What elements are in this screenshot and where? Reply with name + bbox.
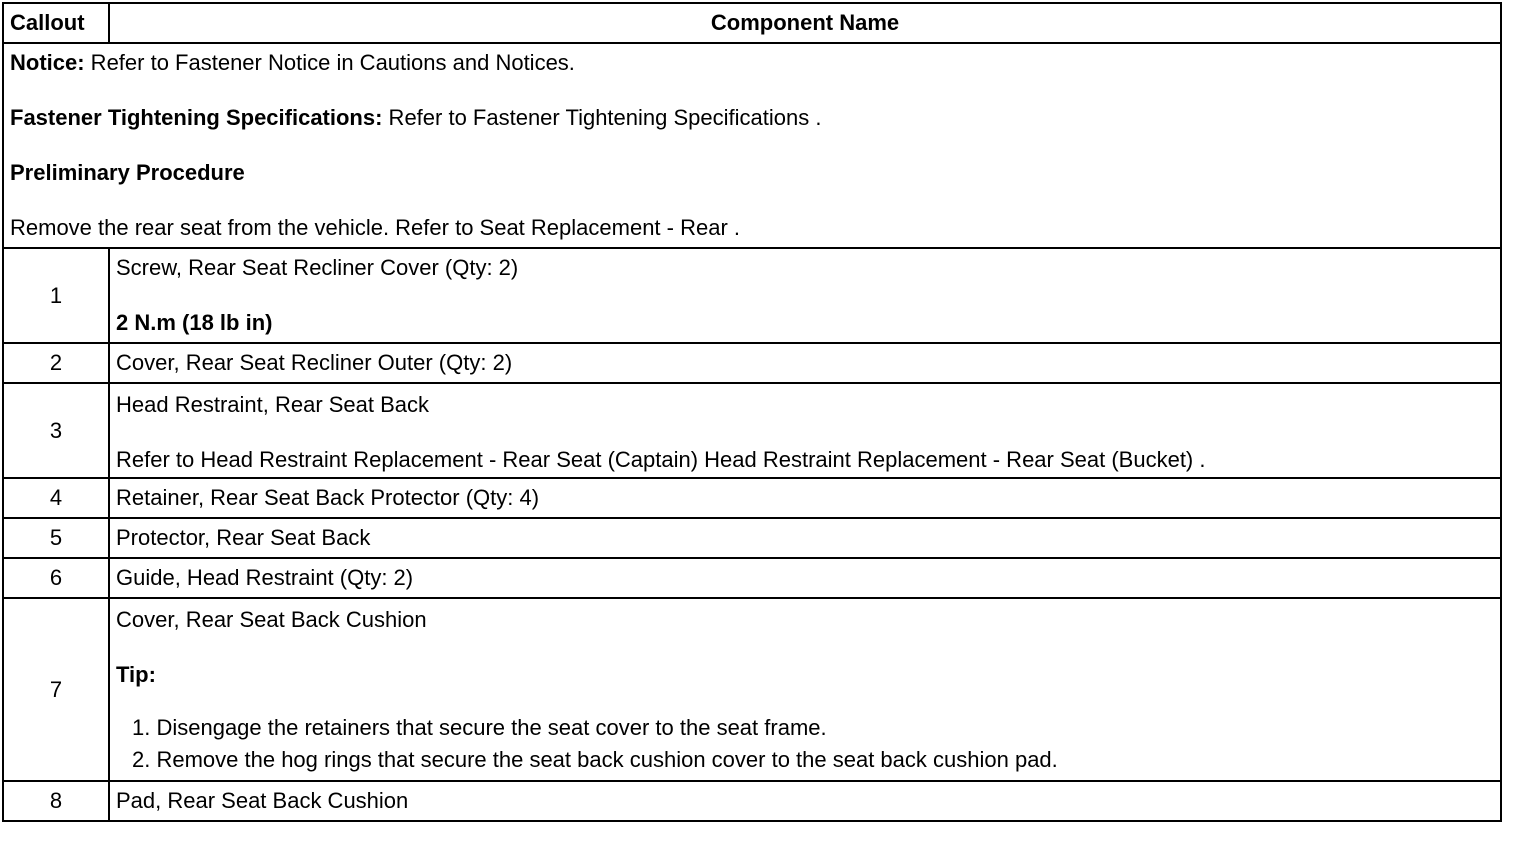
notice-text: Refer to Fastener Notice in Cautions and Notices. xyxy=(84,50,575,75)
component-name: Guide, Head Restraint (Qty: 2) xyxy=(109,558,1501,598)
notice-paragraph xyxy=(10,50,1494,76)
component-name: Screw, Rear Seat Recliner Cover (Qty: 2) xyxy=(116,255,519,280)
component-name: Pad, Rear Seat Back Cushion xyxy=(109,781,1501,821)
preliminary-heading: Preliminary Procedure xyxy=(10,160,245,185)
table-row xyxy=(3,248,1501,343)
list-item: 1. Disengage the retainers that secure the seat cover to the seat frame. xyxy=(132,715,827,740)
callout-number: 7 xyxy=(3,598,109,781)
table-header-row xyxy=(3,3,1501,43)
tip-label: Tip: xyxy=(116,662,156,687)
callout-number: 5 xyxy=(3,518,109,558)
component-name: Head Restraint, Rear Seat Back xyxy=(116,392,430,417)
intro-cell xyxy=(3,43,1501,248)
callout-column-header: Callout xyxy=(3,3,109,43)
callout-number: 1 xyxy=(3,248,109,343)
torque-spec: 2 N.m (18 lb in) xyxy=(116,310,273,335)
list-item: 2. Remove the hog rings that secure the seat back cushion cover to the seat back cushion pad. xyxy=(132,747,1058,772)
notice-label: Notice: xyxy=(10,50,85,75)
callout-number: 6 xyxy=(3,558,109,598)
table-row xyxy=(3,343,1501,383)
component-table xyxy=(2,2,1502,822)
callout-number: 8 xyxy=(3,781,109,821)
tip-steps xyxy=(116,712,1494,776)
component-cell xyxy=(109,248,1501,343)
table-row xyxy=(3,558,1501,598)
fastener-text: Refer to Fastener Tightening Specifications . xyxy=(382,105,822,130)
component-name: Protector, Rear Seat Back xyxy=(109,518,1501,558)
table-row xyxy=(3,781,1501,821)
component-cell xyxy=(109,383,1501,478)
component-note: Refer to Head Restraint Replacement - Rear Seat (Captain) Head Restraint Replacement - Rear Seat (Bucket) . xyxy=(116,447,1206,472)
table-row xyxy=(3,383,1501,478)
component-name: Cover, Rear Seat Back Cushion xyxy=(116,607,427,632)
component-cell xyxy=(109,598,1501,781)
callout-number: 4 xyxy=(3,478,109,518)
table-row xyxy=(3,598,1501,781)
fastener-label: Fastener Tightening Specifications: xyxy=(10,105,383,130)
fastener-paragraph xyxy=(10,105,1494,131)
component-name: Retainer, Rear Seat Back Protector (Qty: 4) xyxy=(109,478,1501,518)
component-name: Cover, Rear Seat Recliner Outer (Qty: 2) xyxy=(109,343,1501,383)
callout-number: 3 xyxy=(3,383,109,478)
intro-row xyxy=(3,43,1501,248)
table-row xyxy=(3,478,1501,518)
component-name-column-header: Component Name xyxy=(109,3,1501,43)
preliminary-text: Remove the rear seat from the vehicle. Refer to Seat Replacement - Rear . xyxy=(10,215,740,240)
callout-number: 2 xyxy=(3,343,109,383)
table-row xyxy=(3,518,1501,558)
